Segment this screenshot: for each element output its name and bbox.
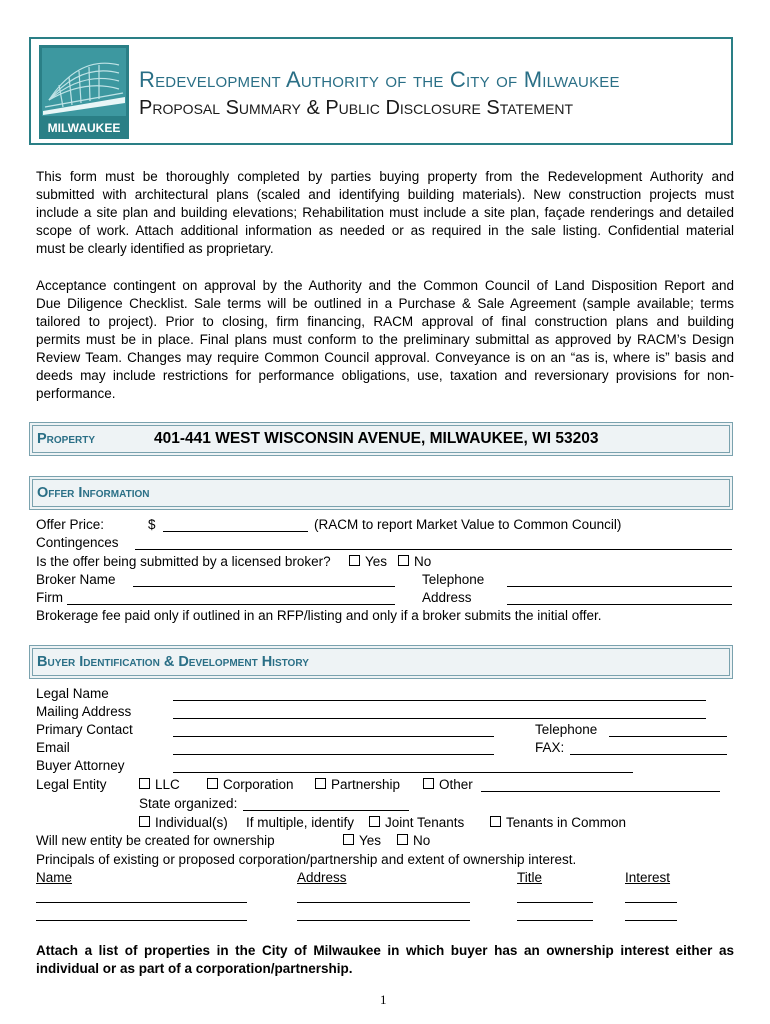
intro-line: Due Diligence Checklist. Sale terms will be outlined in a Purchase & Sale Agreement (sample available; terms xyxy=(36,296,734,311)
fax-field[interactable] xyxy=(570,754,727,755)
attach-note-line: Attach a list of properties in the City of Milwaukee in which buyer has an ownership interest either as xyxy=(36,943,734,958)
intro-line: Acceptance contingent on approval by the Authority and the Common Council of Land Disposition Report and xyxy=(36,278,734,293)
other-label: Other xyxy=(439,777,473,792)
partnership-label: Partnership xyxy=(331,777,401,792)
state-organized-field[interactable] xyxy=(243,810,409,811)
no-label: No xyxy=(413,833,431,848)
contingences-label: Contingences xyxy=(36,535,119,550)
contingences-field[interactable] xyxy=(135,549,732,550)
intro-line: performance. xyxy=(36,386,116,401)
org-title: Redevelopment Authority of the City of Milwaukee xyxy=(139,67,620,92)
corporation-label: Corporation xyxy=(223,777,294,792)
joint-tenants-label: Joint Tenants xyxy=(385,815,465,830)
email-field[interactable] xyxy=(173,754,494,755)
no-label: No xyxy=(414,554,432,569)
intro-line: permits must be in place. Final plans must conform to the preliminary submittal as approved by RACM’s Design xyxy=(36,332,734,347)
primary-contact-label: Primary Contact xyxy=(36,722,133,737)
checkbox-icon[interactable] xyxy=(343,834,354,845)
if-multiple-label: If multiple, identify xyxy=(246,815,355,830)
principal-interest-field[interactable] xyxy=(625,920,677,921)
checkbox-icon[interactable] xyxy=(139,816,150,827)
checkbox-icon[interactable] xyxy=(397,834,408,845)
brokerage-fee-note: Brokerage fee paid only if outlined in an RFP/listing and only if a broker submits the initial offer. xyxy=(36,608,602,623)
offer-price-field[interactable] xyxy=(163,531,308,532)
entity-corporation-option[interactable] xyxy=(207,776,294,794)
broker-telephone-label: Telephone xyxy=(422,572,485,587)
intro-line: Review Team. Changes may require Common Council approval. Conveyance is on an “as is, where is” basis and xyxy=(36,350,734,365)
offer-section-title: Offer Information xyxy=(37,485,150,501)
intro-line: submitted with architectural plans (scaled and identifying building materials). New construction projects must xyxy=(36,187,734,202)
bridge-logo-icon xyxy=(39,45,129,139)
principal-interest-field[interactable] xyxy=(625,902,677,903)
broker-name-label: Broker Name xyxy=(36,572,116,587)
column-interest: Interest xyxy=(625,870,671,885)
intro-paragraph-1 xyxy=(36,168,734,258)
new-entity-yes-option[interactable] xyxy=(343,832,381,850)
individual-label: Individual(s) xyxy=(155,815,228,830)
fax-label: FAX: xyxy=(535,740,565,755)
buyer-telephone-label: Telephone xyxy=(535,722,598,737)
principal-title-field[interactable] xyxy=(517,920,593,921)
dollar-sign: $ xyxy=(148,517,156,532)
property-section xyxy=(29,422,733,456)
firm-label: Firm xyxy=(36,590,63,605)
property-label: Property xyxy=(37,431,96,447)
offer-section-header xyxy=(29,476,733,510)
racm-note: (RACM to report Market Value to Common Council) xyxy=(314,517,622,532)
checkbox-icon[interactable] xyxy=(369,816,380,827)
checkbox-icon[interactable] xyxy=(398,555,409,566)
column-address: Address xyxy=(297,870,347,885)
state-organized-label: State organized: xyxy=(139,796,238,811)
broker-no-option[interactable] xyxy=(398,553,431,571)
intro-line: must be clearly identified as proprietary. xyxy=(36,241,274,256)
yes-label: Yes xyxy=(359,833,382,848)
buyer-telephone-field[interactable] xyxy=(609,736,727,737)
offer-price-label: Offer Price: xyxy=(36,517,105,532)
principal-title-field[interactable] xyxy=(517,902,593,903)
tenants-common-option[interactable] xyxy=(490,814,626,832)
column-title: Title xyxy=(517,870,543,885)
broker-yes-option[interactable] xyxy=(349,553,387,571)
new-entity-no-option[interactable] xyxy=(397,832,430,850)
entity-llc-option[interactable] xyxy=(139,776,180,794)
buyer-section-header xyxy=(29,645,733,679)
checkbox-icon[interactable] xyxy=(490,816,501,827)
principal-name-field[interactable] xyxy=(36,920,247,921)
yes-label: Yes xyxy=(365,554,388,569)
principal-address-field[interactable] xyxy=(297,920,470,921)
logo-text: MILWAUKEE xyxy=(47,121,121,135)
tenants-common-label: Tenants in Common xyxy=(506,815,627,830)
column-name: Name xyxy=(36,870,73,885)
buyer-attorney-field[interactable] xyxy=(173,772,633,773)
intro-line: scope of work. Attach additional information as needed or as required in the sale listing. Confidential material xyxy=(36,223,734,238)
entity-partnership-option[interactable] xyxy=(315,776,400,794)
entity-other-option[interactable] xyxy=(423,776,473,794)
checkbox-icon[interactable] xyxy=(207,778,218,789)
broker-name-field[interactable] xyxy=(133,586,395,587)
email-label: Email xyxy=(36,740,70,755)
joint-tenants-option[interactable] xyxy=(369,814,464,832)
checkbox-icon[interactable] xyxy=(349,555,360,566)
firm-field[interactable] xyxy=(67,604,395,605)
broker-telephone-field[interactable] xyxy=(507,586,732,587)
principals-note: Principals of existing or proposed corporation/partnership and extent of ownership interest. xyxy=(36,852,577,867)
mailing-address-label: Mailing Address xyxy=(36,704,132,719)
checkbox-icon[interactable] xyxy=(315,778,326,789)
broker-address-field[interactable] xyxy=(507,604,732,605)
intro-paragraph-2 xyxy=(36,277,734,403)
buyer-attorney-label: Buyer Attorney xyxy=(36,758,125,773)
milwaukee-logo xyxy=(39,45,129,139)
primary-contact-field[interactable] xyxy=(173,736,494,737)
checkbox-icon[interactable] xyxy=(423,778,434,789)
intro-line: This form must be thoroughly completed by parties buying property from the Redevelopment Authority and xyxy=(36,169,734,184)
intro-line: include a site plan and building elevations; Rehabilitation must include a site plan, façade renderings and detailed xyxy=(36,205,734,220)
mailing-address-field[interactable] xyxy=(173,718,706,719)
form-title: Proposal Summary & Public Disclosure Statement xyxy=(139,97,574,119)
principal-address-field[interactable] xyxy=(297,902,470,903)
llc-label: LLC xyxy=(155,777,180,792)
buyer-section-title: Buyer Identification & Development History xyxy=(37,654,309,670)
intro-line: deeds may include restrictions for performance obligations, use, taxation and reversionary provisions for non- xyxy=(36,368,734,383)
legal-name-field[interactable] xyxy=(173,700,706,701)
attach-note xyxy=(36,942,734,978)
checkbox-icon[interactable] xyxy=(139,778,150,789)
page-number: 1 xyxy=(380,992,387,1007)
legal-entity-label: Legal Entity xyxy=(36,777,107,792)
header-box xyxy=(29,37,733,145)
entity-other-field[interactable] xyxy=(481,791,720,792)
legal-name-label: Legal Name xyxy=(36,686,109,701)
broker-address-label: Address xyxy=(422,590,472,605)
intro-line: tailored to project). Prior to closing, firm financing, RACM approval of final construction plans and building xyxy=(36,314,734,329)
principal-name-field[interactable] xyxy=(36,902,247,903)
property-address: 401-441 WEST WISCONSIN AVENUE, MILWAUKEE, WI 53203 xyxy=(154,430,599,447)
individual-option[interactable] xyxy=(139,814,228,832)
new-entity-question: Will new entity be created for ownership xyxy=(36,833,275,848)
attach-note-line: individual or as part of a corporation/partnership. xyxy=(36,961,353,976)
broker-question: Is the offer being submitted by a licensed broker? xyxy=(36,554,331,569)
